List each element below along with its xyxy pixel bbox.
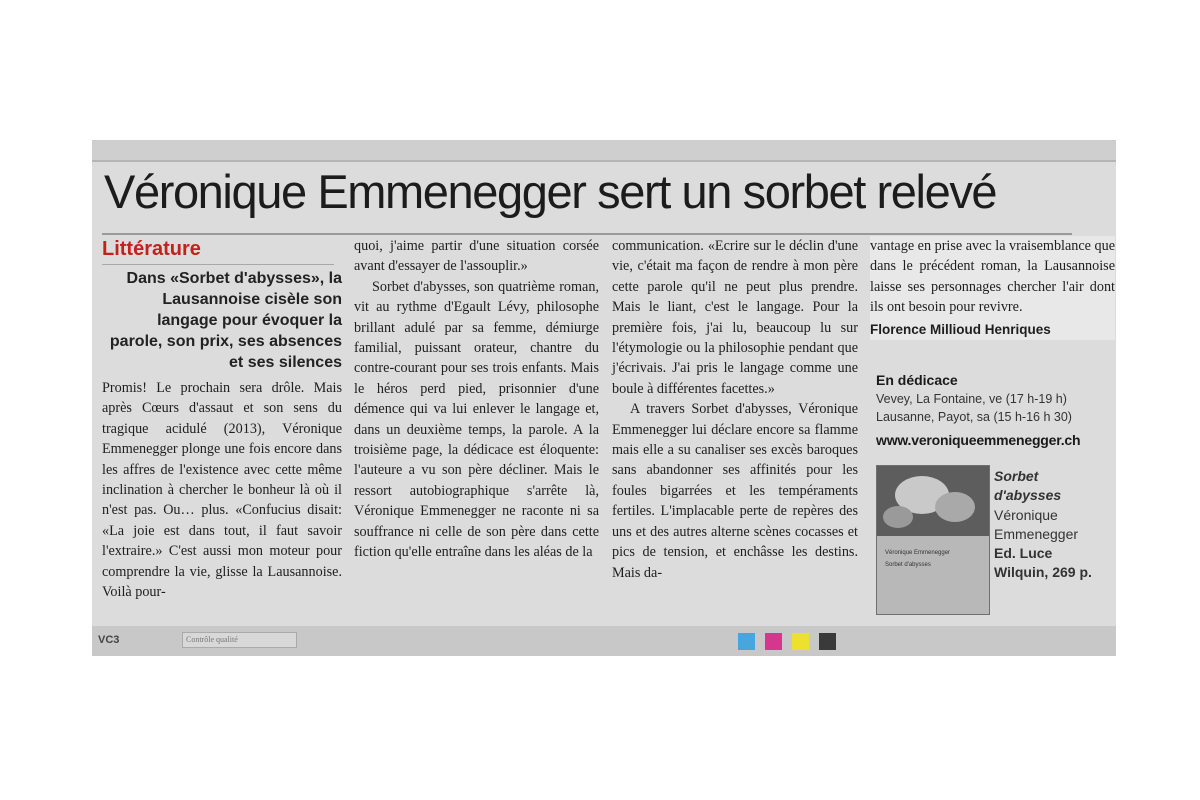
book-author-line-2: Emmenegger: [994, 526, 1079, 542]
article-column-4: [870, 236, 1115, 340]
color-swatch-yellow: [792, 633, 809, 650]
book-cover-image: [876, 465, 990, 615]
column3-paragraph-2: A travers Sorbet d'abysses, Véronique Emmenegger lui déclare encore sa flamme mais elle a su canaliser ses excès baroques sans abandonner ses affinités pour les foules bigarrées et les tempéraments fertiles. L'implacable perte de repères des uns et des autres alterne scènes cocasses et pics de tension, et enchâsse les destins. Mais da-: [612, 401, 858, 581]
book-title-line-2: d'abysses: [994, 487, 1062, 503]
article-lead: Dans «Sorbet d'abysses», la Lausannoise cisèle son langage pour évoquer la parole, son prix, ses absences et ses silences: [109, 270, 342, 371]
color-swatch-magenta: [765, 633, 782, 650]
column2-paragraph-2: Sorbet d'abysses, son quatrième roman, vit au rythme d'Egault Lévy, philosophe brillant adulé par sa femme, démiurge familial, puissant orateur, chantre du contre-courant pour ses trois enfants. Mais le héros perd pied, prisonnier d'une démence qui va lui enlever le langage et, dans un deuxième temps, la parole. A la troisième page, la dédicace est éloquente: l'auteure a vu son père décliner. Mais le ressort autobiographique s'arrête là, Véronique Emmenegger ne raconte ni sa souffrance ni celle de son père dans cette fiction qu'elle entraîne dans les aléas de la: [354, 278, 599, 561]
book-cover-author: Véronique Emmenegger: [885, 550, 951, 556]
book-title-line-1: Sorbet: [994, 468, 1039, 484]
article-column-3: [612, 236, 858, 583]
article-author: Florence Millioud Henriques: [870, 321, 1051, 337]
article-column-2: [354, 236, 599, 563]
article-column-1: [102, 378, 342, 602]
section-kicker: Littérature: [102, 238, 201, 260]
book-title: [994, 467, 1061, 505]
column3-paragraph-1: communication. «Ecrire sur le déclin d'une vie, c'était ma façon de rendre à mon père cette parole qu'il ne peut plus prendre. Mais le liant, c'est le langage. Pour la première fois, j'ai lu, beaucoup lu sur l'étymologie ou la philosophie pendant que j'écrivais. J'ai pris le langage comme une boule à différentes facettes.»: [612, 238, 858, 397]
kicker-divider: [102, 264, 334, 265]
signing-heading: En dédicace: [876, 372, 958, 388]
book-author: [994, 506, 1078, 544]
page-number: VC3: [98, 634, 120, 646]
newspaper-clipping: [92, 140, 1116, 656]
book-publisher-line-1: Ed. Luce: [994, 545, 1053, 561]
book-cover-title: Sorbet d'abysses: [885, 562, 931, 568]
color-swatch-black: [819, 633, 836, 650]
book-author-line-1: Véronique: [994, 507, 1058, 523]
column2-paragraph-1: quoi, j'aime partir d'une situation corsée avant d'essayer de l'assouplir.»: [354, 238, 599, 275]
print-footer: [92, 626, 1116, 656]
headline-rule: [102, 233, 1072, 235]
column1-paragraph: Promis! Le prochain sera drôle. Mais après Cœurs d'assaut et son sens du tragique acidulé (2013), Véronique Emmenegger plonge une fois encore dans les affres de l'existence avec cette même inclination à chercher le bonheur là où il n'est pas. Ou… plus. «Confucius disait: «La joie est dans tout, il faut savoir l'extraire.» C'est aussi mon moteur pour comprendre la vie, glisse la Lausannoise. Voilà pour-: [102, 380, 342, 601]
book-cover-artwork: [877, 466, 989, 536]
column4-paragraph: vantage en prise avec la vraisemblance que dans le précédent roman, la Lausannoise laisse ses personnages chercher l'air dont ils ont besoin pour revivre.: [870, 238, 1116, 316]
book-publisher: [994, 544, 1092, 582]
color-swatch-cyan: [738, 633, 755, 650]
signing-lausanne: Lausanne, Payot, sa (15 h-16 h 30): [876, 410, 1072, 424]
article-headline: Véronique Emmenegger sert un sorbet relevé: [104, 165, 997, 218]
book-publisher-line-2: Wilquin, 269 p.: [994, 564, 1092, 580]
quality-control-label: Contrôle qualité: [182, 632, 297, 648]
book-cover-lower: [877, 536, 989, 614]
clipping-top-band: [92, 140, 1116, 162]
signing-vevey: Vevey, La Fontaine, ve (17 h-19 h): [876, 392, 1067, 406]
author-website: www.veroniqueemmenegger.ch: [876, 432, 1081, 448]
